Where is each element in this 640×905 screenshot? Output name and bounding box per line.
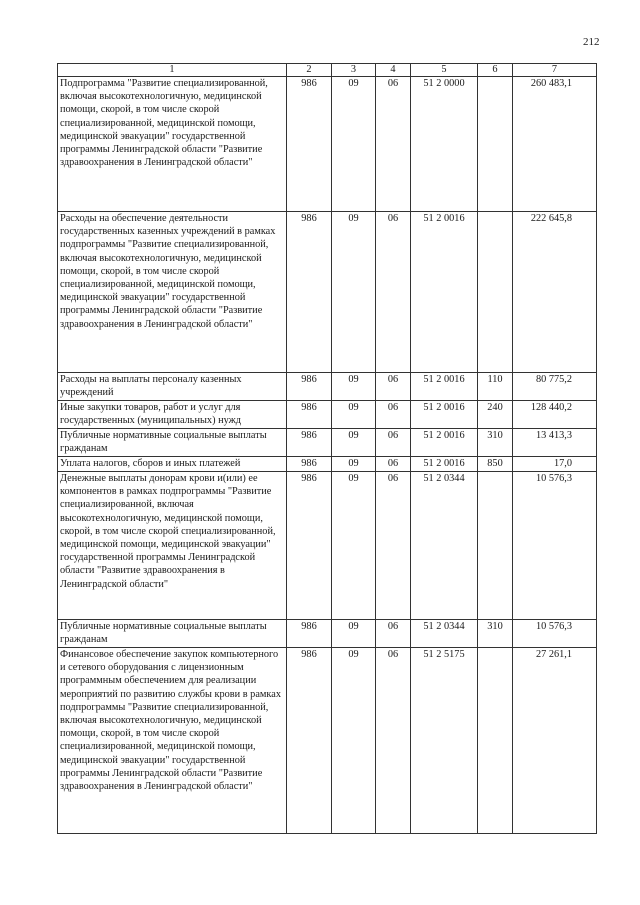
table-row xyxy=(58,472,597,620)
row-name: Расходы на выплаты персоналу казенных учреждений xyxy=(58,373,287,401)
row-rz: 09 xyxy=(332,373,376,401)
row-vr xyxy=(478,472,513,620)
table-header-row xyxy=(58,64,597,77)
row-pr: 06 xyxy=(376,373,411,401)
row-ved: 986 xyxy=(287,212,332,373)
row-name: Публичные нормативные социальные выплаты гражданам xyxy=(58,429,287,457)
row-pr: 06 xyxy=(376,457,411,472)
row-pr: 06 xyxy=(376,620,411,648)
row-csr: 51 2 5175 xyxy=(411,648,478,834)
row-name: Иные закупки товаров, работ и услуг для государственных (муниципальных) нужд xyxy=(58,401,287,429)
row-sum: 128 440,2 xyxy=(513,401,597,429)
row-vr xyxy=(478,648,513,834)
row-name: Расходы на обеспечение деятельности государственных казенных учреждений в рамках подпрограммы "Развитие специализированной, включая высокотехнологичную, медицинской помощи, скорой, в том числе скорой специализированной, медицинской помощи, медицинской эвакуации" государственной программы Ленинградской области "Развитие здравоохранения в Ленинградской области" xyxy=(58,212,287,373)
row-rz: 09 xyxy=(332,620,376,648)
row-sum: 17,0 xyxy=(513,457,597,472)
budget-table xyxy=(57,63,597,834)
row-pr: 06 xyxy=(376,77,411,212)
row-ved: 986 xyxy=(287,648,332,834)
row-ved: 986 xyxy=(287,401,332,429)
row-rz: 09 xyxy=(332,457,376,472)
row-ved: 986 xyxy=(287,429,332,457)
column-header: 4 xyxy=(376,64,411,77)
table-row xyxy=(58,373,597,401)
row-sum: 260 483,1 xyxy=(513,77,597,212)
row-rz: 09 xyxy=(332,77,376,212)
table-row xyxy=(58,212,597,373)
column-header: 1 xyxy=(58,64,287,77)
column-header: 5 xyxy=(411,64,478,77)
row-pr: 06 xyxy=(376,401,411,429)
row-sum: 27 261,1 xyxy=(513,648,597,834)
row-csr: 51 2 0016 xyxy=(411,401,478,429)
row-vr xyxy=(478,212,513,373)
row-vr xyxy=(478,77,513,212)
row-vr: 310 xyxy=(478,620,513,648)
row-sum: 222 645,8 xyxy=(513,212,597,373)
row-pr: 06 xyxy=(376,429,411,457)
row-csr: 51 2 0016 xyxy=(411,429,478,457)
row-pr: 06 xyxy=(376,648,411,834)
table-row xyxy=(58,401,597,429)
row-ved: 986 xyxy=(287,472,332,620)
row-csr: 51 2 0016 xyxy=(411,457,478,472)
row-csr: 51 2 0000 xyxy=(411,77,478,212)
row-vr: 850 xyxy=(478,457,513,472)
row-rz: 09 xyxy=(332,472,376,620)
table-row xyxy=(58,648,597,834)
row-csr: 51 2 0016 xyxy=(411,373,478,401)
table-row xyxy=(58,77,597,212)
row-pr: 06 xyxy=(376,212,411,373)
row-name: Денежные выплаты донорам крови и(или) ее компонентов в рамках подпрограммы "Развитие специализированной, включая высокотехнологичную, медицинской помощи, скорой, в том числе скорой специализированной, медицинской помощи, медицинской эвакуации" государственной программы Ленинградской области "Развитие здравоохранения в Ленинградской области" xyxy=(58,472,287,620)
table-row xyxy=(58,429,597,457)
column-header: 7 xyxy=(513,64,597,77)
row-sum: 10 576,3 xyxy=(513,472,597,620)
row-sum: 80 775,2 xyxy=(513,373,597,401)
column-header: 3 xyxy=(332,64,376,77)
row-vr: 240 xyxy=(478,401,513,429)
row-vr: 110 xyxy=(478,373,513,401)
row-sum: 10 576,3 xyxy=(513,620,597,648)
table-row xyxy=(58,457,597,472)
row-csr: 51 2 0016 xyxy=(411,212,478,373)
row-csr: 51 2 0344 xyxy=(411,620,478,648)
row-name: Публичные нормативные социальные выплаты гражданам xyxy=(58,620,287,648)
row-sum: 13 413,3 xyxy=(513,429,597,457)
row-rz: 09 xyxy=(332,212,376,373)
row-rz: 09 xyxy=(332,429,376,457)
row-vr: 310 xyxy=(478,429,513,457)
row-ved: 986 xyxy=(287,373,332,401)
row-ved: 986 xyxy=(287,457,332,472)
row-name: Уплата налогов, сборов и иных платежей xyxy=(58,457,287,472)
row-rz: 09 xyxy=(332,401,376,429)
page-number: 212 xyxy=(583,36,600,48)
column-header: 2 xyxy=(287,64,332,77)
column-header: 6 xyxy=(478,64,513,77)
row-ved: 986 xyxy=(287,77,332,212)
row-csr: 51 2 0344 xyxy=(411,472,478,620)
row-name: Подпрограмма "Развитие специализированной, включая высокотехнологичную, медицинской помощи, скорой, в том числе скорой специализированной, медицинской помощи, медицинской эвакуации" государственной программы Ленинградской области "Развитие здравоохранения в Ленинградской области" xyxy=(58,77,287,212)
row-name: Финансовое обеспечение закупок компьютерного и сетевого оборудования с лицензионным программным обеспечением для реализации мероприятий по развитию службы крови в рамках подпрограммы "Развитие специализированной, включая высокотехнологичную, медицинской помощи, скорой, в том числе скорой специализированной, медицинской помощи, медицинской эвакуации" государственной программы Ленинградской области "Развитие здравоохранения в Ленинградской области" xyxy=(58,648,287,834)
row-rz: 09 xyxy=(332,648,376,834)
row-ved: 986 xyxy=(287,620,332,648)
row-pr: 06 xyxy=(376,472,411,620)
table-row xyxy=(58,620,597,648)
